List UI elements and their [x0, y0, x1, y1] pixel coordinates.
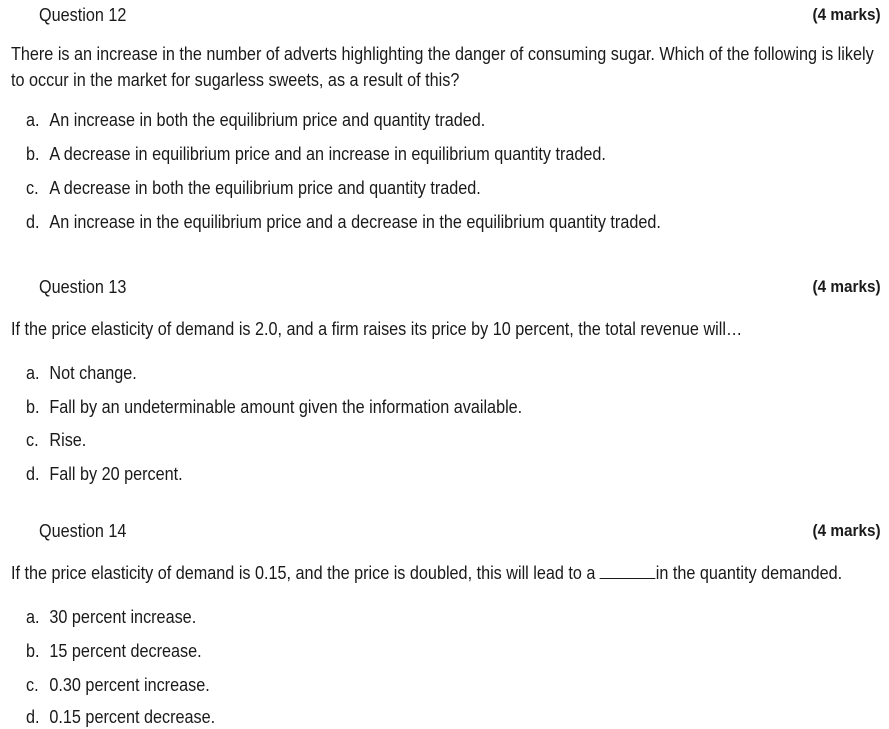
answer-blank: [600, 562, 656, 579]
question-12-header: [0, 3, 889, 27]
option-c: [26, 176, 481, 200]
option-letter: c.: [26, 430, 39, 450]
question-text-after: in the quantity demanded.: [655, 563, 843, 583]
option-d: [26, 705, 215, 729]
question-marks: (4 marks): [812, 277, 881, 296]
question-text: There is an increase in the number of adverts highlighting the danger of consuming sugar. Which of the following is likely to occur in the market for sugarless sweets, as a result of this?: [11, 44, 874, 90]
question-title: Question 14: [39, 521, 127, 541]
question-text-before: If the price elasticity of demand is 0.15, and the price is doubled, this will lead to a: [11, 563, 596, 583]
question-text: [11, 560, 880, 586]
option-b: [26, 639, 202, 663]
option-text: 15 percent decrease.: [49, 641, 202, 661]
option-c: [26, 673, 210, 697]
option-a: [26, 605, 196, 629]
option-d: [26, 210, 661, 234]
option-text: 0.30 percent increase.: [49, 675, 210, 695]
question-14-header: [0, 519, 889, 543]
option-letter: c.: [26, 178, 39, 198]
question-13-header: [0, 275, 889, 299]
question-marks: (4 marks): [812, 521, 881, 540]
option-letter: d.: [26, 707, 40, 727]
option-letter: a.: [26, 607, 40, 627]
option-text: 0.15 percent decrease.: [49, 707, 216, 727]
option-text: Fall by 20 percent.: [49, 464, 183, 484]
option-b: [26, 395, 522, 419]
option-c: [26, 428, 86, 452]
option-letter: b.: [26, 641, 40, 661]
option-letter: d.: [26, 464, 40, 484]
option-letter: c.: [26, 675, 39, 695]
option-text: An increase in the equilibrium price and a decrease in the equilibrium quantity traded.: [49, 212, 661, 232]
option-letter: a.: [26, 363, 40, 383]
option-d: [26, 462, 183, 486]
option-a: [26, 361, 137, 385]
option-text: Not change.: [49, 363, 137, 383]
option-text: 30 percent increase.: [49, 607, 197, 627]
option-text: A decrease in equilibrium price and an increase in equilibrium quantity traded.: [49, 144, 606, 164]
option-text: Fall by an undeterminable amount given the information available.: [49, 397, 523, 417]
question-title: Question 13: [39, 277, 127, 297]
option-text: Rise.: [49, 430, 87, 450]
option-text: A decrease in both the equilibrium price and quantity traded.: [49, 178, 481, 198]
option-a: [26, 108, 485, 132]
option-text: An increase in both the equilibrium price and quantity traded.: [49, 110, 486, 130]
question-title: Question 12: [39, 5, 127, 25]
option-b: [26, 142, 606, 166]
question-marks: (4 marks): [812, 5, 881, 24]
option-letter: d.: [26, 212, 40, 232]
question-text: If the price elasticity of demand is 2.0, and a firm raises its price by 10 percent, the total revenue will…: [11, 319, 743, 339]
option-letter: b.: [26, 397, 40, 417]
option-letter: a.: [26, 110, 40, 130]
option-letter: b.: [26, 144, 40, 164]
